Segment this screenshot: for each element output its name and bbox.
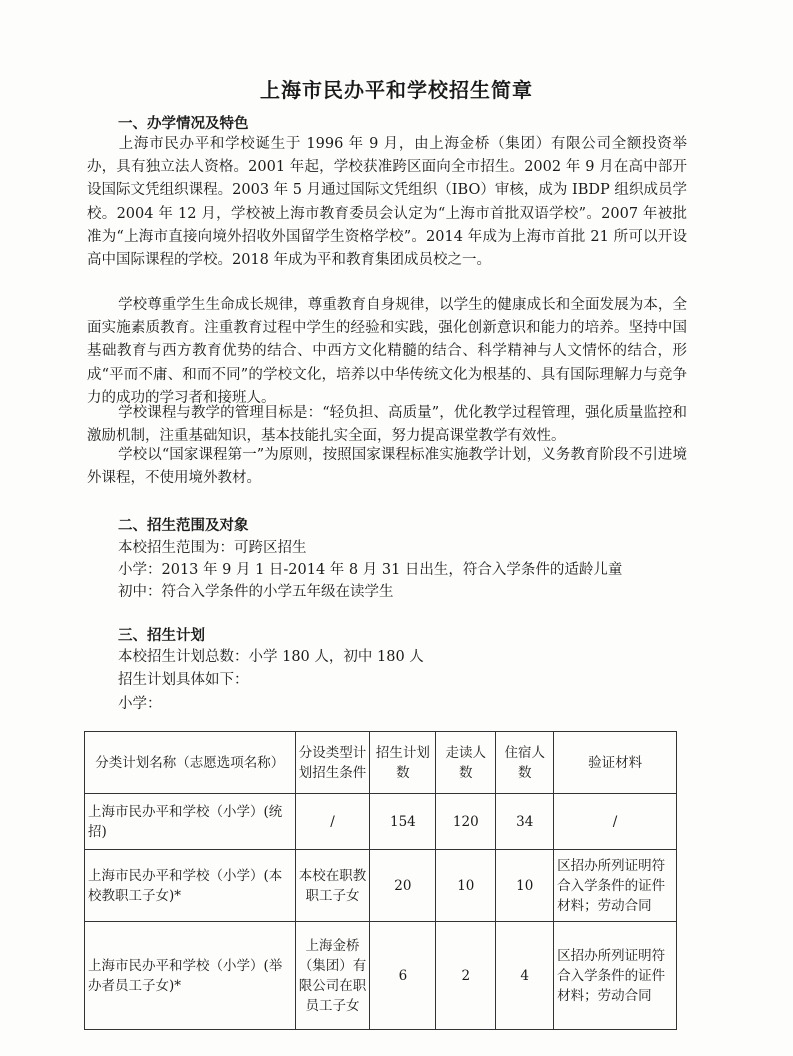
table-cell: 120 — [436, 794, 496, 850]
table-header: 住宿人数 — [496, 732, 554, 794]
table-cell: 10 — [436, 850, 496, 922]
table-header: 分类计划名称（志愿选项名称） — [85, 732, 296, 794]
table-cell: 上海市民办平和学校（小学）(举办者员工子女)* — [85, 922, 296, 1030]
table-cell: 区招办所列证明符合入学条件的证件材料；劳动合同 — [554, 922, 677, 1030]
table-row — [85, 922, 677, 1030]
table-header-row — [85, 732, 677, 794]
section1-paragraph-1 — [87, 133, 687, 272]
table-cell: 6 — [370, 922, 436, 1030]
section2-heading: 二、招生范围及对象 — [118, 517, 249, 534]
paragraph-text: 学校尊重学生生命成长规律，尊重教育自身规律，以学生的健康成长和全面发展为本，全面实施素质教育。注重教育过程中学生的经验和实践，强化创新意识和能力的培养。坚持中国基础教育与西方教育优势的结合、中西方文化精髓的结合、科学精神与人文情怀的结合，形成“平而不庸、和而不同”的学校文化，培养以中华传统文化为根基的、具有国际理解力与竞争力的成功的学习者和接班人。 — [87, 297, 687, 406]
table-row — [85, 794, 677, 850]
section1-paragraph-3 — [87, 402, 687, 448]
section1-heading: 一、办学情况及特色 — [118, 115, 249, 132]
table-cell: 4 — [496, 922, 554, 1030]
table-header: 分设类型计划招生条件 — [295, 732, 370, 794]
table-cell: / — [554, 794, 677, 850]
table-header: 验证材料 — [554, 732, 677, 794]
table-header: 招生计划数 — [370, 732, 436, 794]
section3-heading: 三、招生计划 — [118, 627, 205, 644]
table-cell: 20 — [370, 850, 436, 922]
table-cell: 上海市民办平和学校（小学）(本校教职工子女)* — [85, 850, 296, 922]
table-cell: 本校在职教职工子女 — [295, 850, 370, 922]
table-cell: 上海金桥（集团）有限公司在职员工子女 — [295, 922, 370, 1030]
table-cell: 2 — [436, 922, 496, 1030]
primary-eligibility: 小学：2013 年 9 月 1 日-2014 年 8 月 31 日出生，符合入学条件的适龄儿童 — [118, 562, 623, 578]
table-cell: 上海市民办平和学校（小学）(统招) — [85, 794, 296, 850]
table-row — [85, 850, 677, 922]
table-cell: 区招办所列证明符合入学条件的证件材料；劳动合同 — [554, 850, 677, 922]
paragraph-text: 上海市民办平和学校诞生于 1996 年 9 月，由上海金桥（集团）有限公司全额投资举办，具有独立法人资格。2001 年起，学校获准跨区面向全市招生。2002 年 9 月在高中部开设国际文凭组织课程。2003 年 5 月通过国际文凭组织（IBO）审核，成为 IBDP 组织成员学校。2004 年 12 月，学校被上海市教育委员会认定为“上海市首批双语学校”。2007 年被批准为“上海市直接向境外招收外国留学生资格学校”。2014 年成为上海市首批 21 所可以开设高中国际课程的学校。2018 年成为平和教育集团成员校之一。 — [87, 136, 687, 269]
section1-paragraph-2 — [87, 294, 687, 410]
table-cell: 34 — [496, 794, 554, 850]
primary-label: 小学： — [118, 696, 162, 712]
page-title: 上海市民办平和学校招生简章 — [260, 78, 533, 102]
section1-paragraph-4 — [87, 444, 687, 490]
table-cell: 10 — [496, 850, 554, 922]
plan-details-intro: 招生计划具体如下： — [118, 672, 249, 688]
paragraph-text: 学校课程与教学的管理目标是：“轻负担、高质量”，优化教学过程管理，强化质量监控和激励机制，注重基础知识，基本技能扎实全面，努力提高课堂教学有效性。 — [87, 405, 687, 445]
table-cell: 154 — [370, 794, 436, 850]
table-cell: / — [295, 794, 370, 850]
plan-total: 本校招生计划总数：小学 180 人，初中 180 人 — [118, 649, 424, 665]
table-header: 走读人数 — [436, 732, 496, 794]
junior-eligibility: 初中：符合入学条件的小学五年级在读学生 — [118, 584, 394, 600]
enrollment-scope: 本校招生范围为：可跨区招生 — [118, 540, 307, 556]
enrollment-plan-table — [84, 731, 677, 1030]
paragraph-text: 学校以“国家课程第一”为原则，按照国家课程标准实施教学计划，义务教育阶段不引进境外课程，不使用境外教材。 — [87, 447, 687, 487]
